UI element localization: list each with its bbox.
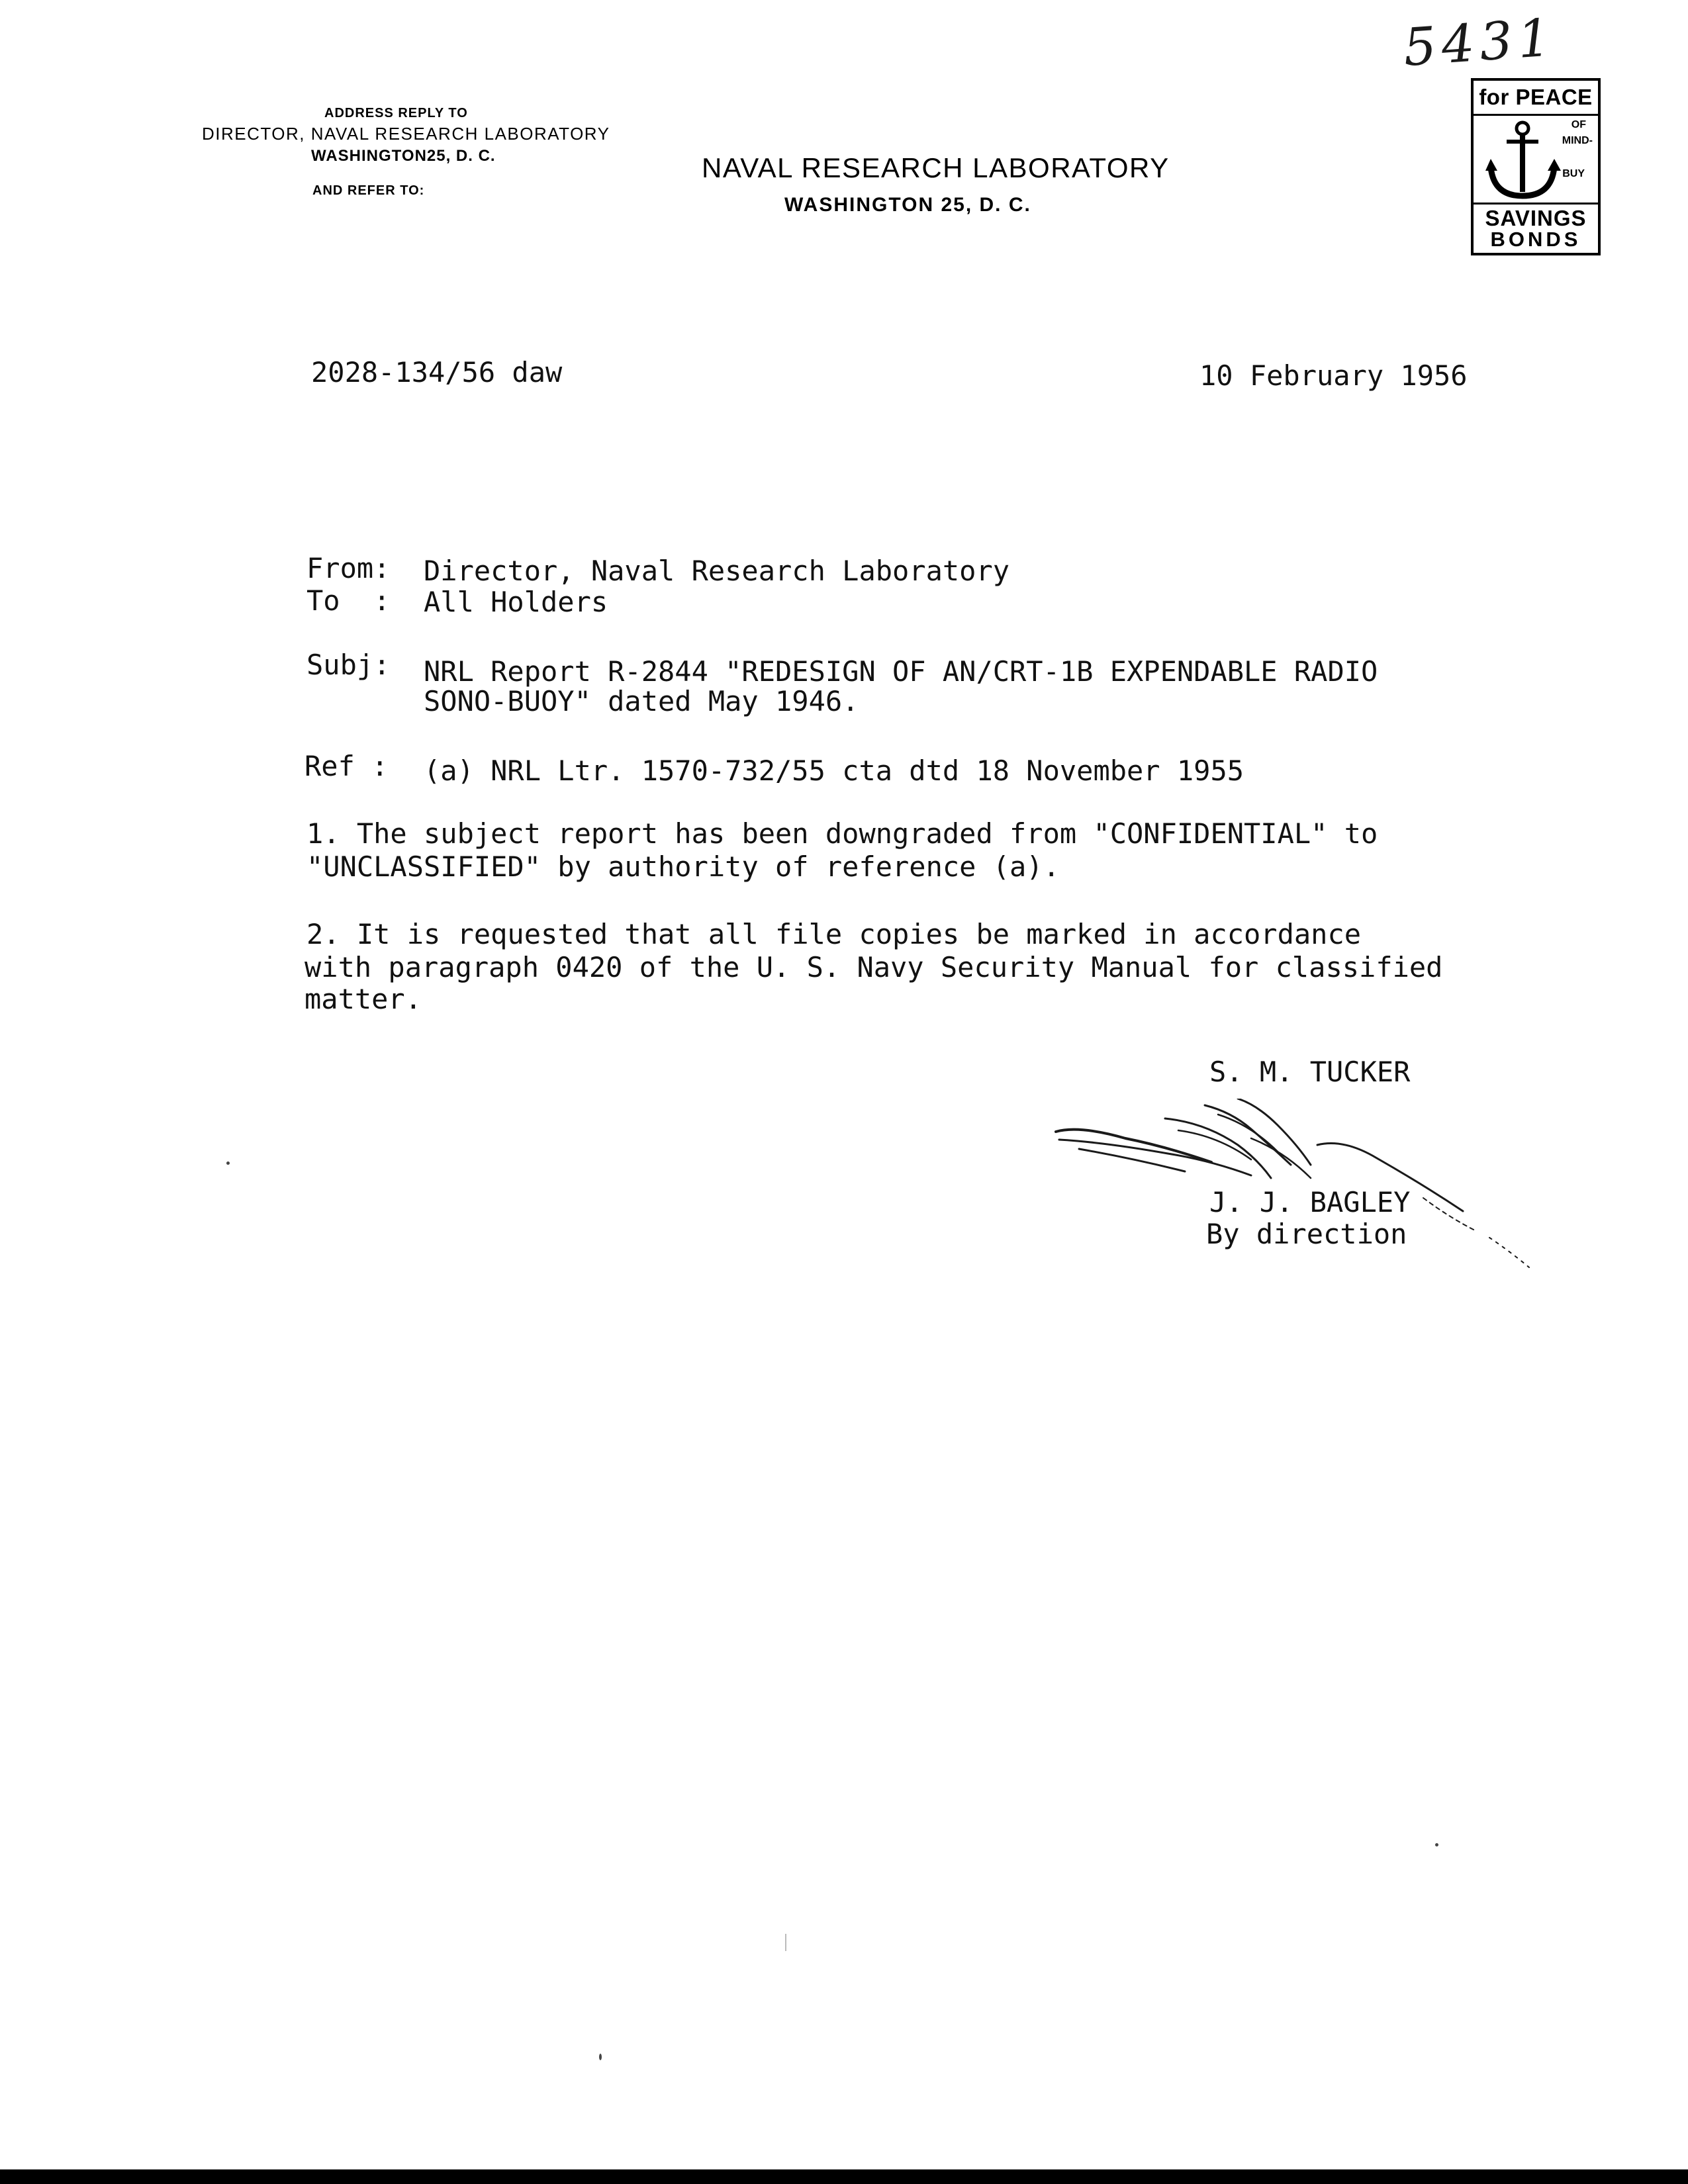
paragraph-2-line-3: matter. xyxy=(305,983,422,1015)
file-reference: 2028-134/56 daw xyxy=(311,356,563,388)
stamp-top-text: for PEACE xyxy=(1479,85,1593,109)
paragraph-2-line-1: 2. It is requested that all file copies be marked in accordance xyxy=(306,918,1362,950)
paragraph-1-line-2: "UNCLASSIFIED" by authority of reference (a). xyxy=(306,850,1060,883)
from-label: From: xyxy=(306,552,391,584)
letter-date: 10 February 1956 xyxy=(1199,359,1468,392)
from-value: Director, Naval Research Laboratory xyxy=(424,555,1010,587)
scan-mark xyxy=(785,1934,786,1951)
stamp-of-text: OF xyxy=(1571,119,1586,130)
paragraph-2-line-2: with paragraph 0420 of the U. S. Navy Security Manual for classified xyxy=(305,951,1443,983)
savings-bonds-stamp xyxy=(1471,78,1601,255)
return-address-line3: WASHINGTON25, D. C. xyxy=(311,147,496,165)
subject-line-2: SONO-BUOY" dated May 1946. xyxy=(424,685,859,717)
return-address-line1: ADDRESS REPLY TO xyxy=(324,106,468,120)
signer-name: J. J. BAGLEY xyxy=(1209,1186,1411,1218)
reference-label: Ref : xyxy=(305,750,389,782)
return-address-line4: AND REFER TO: xyxy=(312,183,425,198)
subject-label: Subj: xyxy=(306,649,391,681)
return-address-line2: DIRECTOR, NAVAL RESEARCH LABORATORY xyxy=(202,124,610,144)
signatory-name: S. M. TUCKER xyxy=(1209,1056,1411,1088)
anchor-icon xyxy=(1481,118,1568,205)
subject-line-1: NRL Report R-2844 "REDESIGN OF AN/CRT-1B EXPENDABLE RADIO xyxy=(424,655,1378,688)
reference-value: (a) NRL Ltr. 1570-732/55 cta dtd 18 November 1955 xyxy=(424,754,1244,787)
paragraph-1-line-1: 1. The subject report has been downgraded from "CONFIDENTIAL" to xyxy=(306,817,1378,850)
signer-title: By direction xyxy=(1206,1218,1407,1250)
scan-speck xyxy=(1435,1843,1438,1846)
letterhead-city: WASHINGTON 25, D. C. xyxy=(784,194,1031,216)
to-value: All Holders xyxy=(424,586,608,618)
stamp-mind-text: MIND- xyxy=(1562,135,1593,146)
to-label: To : xyxy=(306,584,391,617)
stamp-bonds-text: BONDS xyxy=(1490,228,1581,251)
stamp-buy-text: BUY xyxy=(1562,168,1585,179)
handwritten-document-number: 5431 xyxy=(1401,8,1558,78)
letterhead-title: NAVAL RESEARCH LABORATORY xyxy=(702,152,1170,183)
scan-speck xyxy=(226,1161,230,1165)
scan-speck xyxy=(599,2054,602,2060)
stamp-savings-text: SAVINGS xyxy=(1474,203,1598,231)
scan-bottom-border xyxy=(0,2169,1688,2184)
stamp-divider xyxy=(1474,114,1598,116)
